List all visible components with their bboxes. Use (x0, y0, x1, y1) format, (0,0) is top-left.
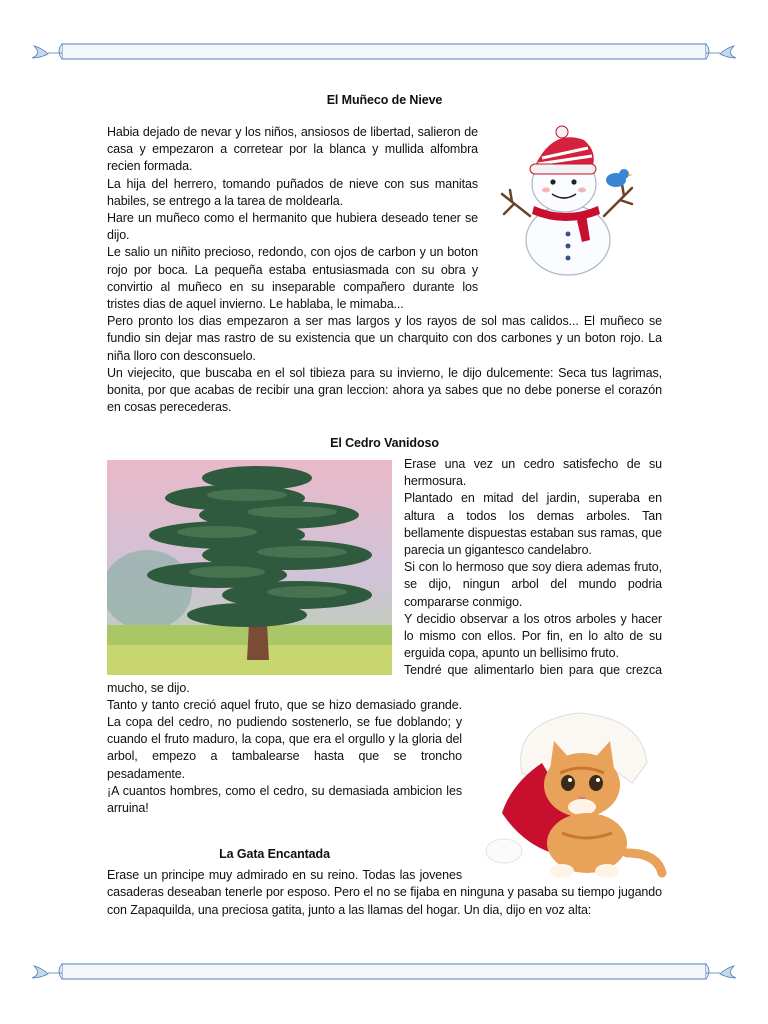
story-paragraph: Pero pronto los dias empezaron a ser mas largos y los rayos de sol mas calidos... El muñeco se fundio sin dejar mas rastro de su existencia que un charquito con dos carbones y un boton rojo. La niña lloro con desconsuelo. (107, 314, 662, 363)
story-paragraph: Y decidio observar a los otros arboles y hacer lo mismo con ellos. Por fin, en lo alto de su erguida copa, apunto un bellisimo fruto. (404, 611, 662, 661)
story-title: El Cedro Vanidoso (330, 436, 439, 450)
story-paragraph: Erase una vez un cedro satisfecho de su hermosura. (404, 457, 662, 489)
story-paragraph: Hare un muñeco como el hermanito que hubiera deseado tener se dijo. (107, 211, 478, 243)
kitten-image (482, 703, 682, 883)
story-paragraph: Le salio un niñito precioso, redondo, con ojos de carbon y un boton rojo por boca. La pequeña estaba entusiasmada con su obra y convirtio al muñeco en su inseparable compañero durante los tristes dias de aquel invierno. Le hablaba, le mimaba... (107, 245, 478, 312)
story-paragraph: Tendré que alimentarlo bien para que crezca mucho, se dijo. (107, 663, 662, 695)
story-title: El Muñeco de Nieve (326, 93, 443, 107)
cedar-tree-image (107, 460, 392, 675)
story-paragraph: Plantado en mitad del jardin, superaba en altura a todos los demas arboles. Tan bellamente dispuestas estaban sus ramas, que parecia un gigantesco candelabro. (404, 491, 662, 558)
top-scroll-border (30, 42, 738, 62)
story-title: La Gata Encantada (219, 847, 330, 862)
story-paragraph: Si con lo hermoso que soy diera ademas fruto, se dijo, ningun arbol del mundo podria compararse conmigo. (404, 560, 662, 609)
story-paragraph: Tanto y tanto creció aquel fruto, que se hizo demasiado grande. La copa del cedro, no pudiendo sostenerlo, se fue doblando; y cuando el fruto maduro, la copa, que era el orgullo y la gloria del arbol, empezo a tambalearse hasta que se troncho pesadamente. (107, 697, 462, 781)
story-paragraph: ¡A cuantos hombres, como el cedro, su demasiada ambicion les arruina! (107, 783, 462, 816)
story-paragraph: Habia dejado de nevar y los niños, ansiosos de libertad, salieron de casa y empezaron a corretear por la blanca y mullida alfombra recien formada. (107, 125, 478, 174)
story-paragraph: La hija del herrero, tomando puñados de nieve con sus manitas habiles, se entrego a la tarea de moldearla. (107, 176, 478, 208)
story-paragraph: Erase un principe muy admirado en su reino. Todas las jovenes casaderas deseaban tenerle por esposo. Pero el no se fijaba en ninguna y pasaba su tiempo jugando con Zapaquilda, una preciosa gatita, junto a las llamas del hogar. Un dia, dijo en voz alta: (107, 868, 662, 917)
bottom-scroll-border (30, 962, 738, 982)
story-cedar (107, 436, 662, 919)
story-snowman (107, 93, 662, 416)
snowman-image (492, 124, 672, 279)
story-paragraph: Un viejecito, que buscaba en el sol tibieza para su invierno, le dijo dulcemente: Seca tus lagrimas, bonita, por que acabas de recibir una gran leccion: ahora ya sabes que no debe ponerse el corazón en cosas perecederas. (107, 365, 662, 415)
